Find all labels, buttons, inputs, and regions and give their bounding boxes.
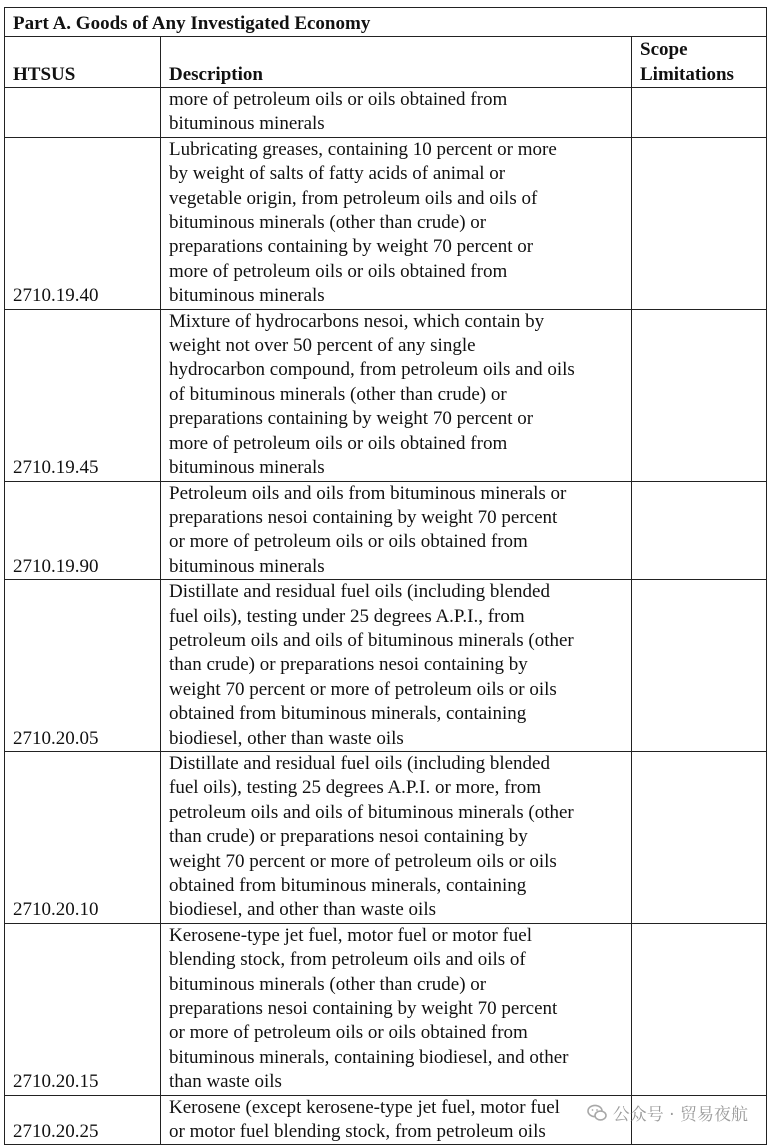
description-line: or motor fuel blending stock, from petroleum oils [169, 1121, 546, 1143]
description-line: preparations nesoi containing by weight 70 percent [169, 998, 558, 1020]
description-line: than crude) or preparations nesoi containing by [169, 654, 528, 676]
description-cell [161, 309, 632, 481]
scope-header-line2: Limitations [640, 63, 734, 85]
description-line: obtained from bituminous minerals, containing [169, 875, 527, 896]
description-cell [161, 137, 632, 309]
table-row [5, 88, 767, 138]
description-line: petroleum oils and oils of bituminous minerals (other [169, 801, 574, 823]
table-row [5, 481, 767, 580]
description-column-header: Description [161, 37, 632, 88]
htsus-code: 2710.20.05 [5, 580, 161, 752]
description-line: preparations nesoi containing by weight 70 percent [169, 506, 558, 528]
description-line: Lubricating greases, containing 10 percent or more [169, 138, 557, 160]
description-cell [161, 88, 632, 138]
hts-table [4, 7, 767, 1145]
description-line: weight 70 percent or more of petroleum oils or oils [169, 678, 557, 700]
description-line: preparations containing by weight 70 percent or [169, 236, 534, 258]
description-line: of bituminous minerals (other than crude) or [169, 383, 507, 405]
description-line: preparations containing by weight 70 percent or [169, 408, 534, 430]
description-line: bituminous minerals (other than crude) or [169, 212, 487, 234]
description-line: bituminous minerals [169, 457, 325, 479]
description-line: blending stock, from petroleum oils and oils of [169, 949, 526, 971]
htsus-code: 2710.20.15 [5, 923, 161, 1095]
description-cell [161, 580, 632, 752]
htsus-code: 2710.19.40 [5, 137, 161, 309]
description-line: more of petroleum oils or oils obtained from [169, 89, 508, 110]
table-row [5, 137, 767, 309]
table-header-row [5, 37, 767, 88]
description-cell [161, 751, 632, 923]
table-body [5, 88, 767, 1145]
htsus-code: 2710.20.10 [5, 751, 161, 923]
table-row [5, 923, 767, 1095]
description-line: Distillate and residual fuel oils (including blended [169, 752, 550, 774]
scope-column-header [632, 37, 767, 88]
scope-limitations-cell [632, 580, 767, 752]
htsus-column-header: HTSUS [5, 37, 161, 88]
htsus-code: 2710.19.90 [5, 481, 161, 580]
description-line: bituminous minerals, containing biodiesel, and other [169, 1046, 569, 1068]
table-row [5, 309, 767, 481]
scope-limitations-cell [632, 481, 767, 580]
description-line: Kerosene-type jet fuel, motor fuel or motor fuel [169, 924, 532, 946]
description-cell [161, 481, 632, 580]
description-line: weight 70 percent or more of petroleum oils or oils [169, 850, 557, 872]
htsus-code: 2710.19.45 [5, 309, 161, 481]
scope-limitations-cell [632, 923, 767, 1095]
scope-header-line1: Scope [640, 39, 688, 61]
description-line: more of petroleum oils or oils obtained from [169, 260, 508, 282]
description-line: vegetable origin, from petroleum oils and oils of [169, 187, 538, 209]
description-line: biodiesel, other than waste oils [169, 727, 404, 749]
description-cell [161, 923, 632, 1095]
description-line: bituminous minerals [169, 113, 325, 135]
table-title-row [5, 8, 767, 37]
description-line: Kerosene (except kerosene-type jet fuel, motor fuel [169, 1096, 560, 1118]
description-line: hydrocarbon compound, from petroleum oils and oils [169, 359, 575, 381]
scope-limitations-cell [632, 309, 767, 481]
description-line: petroleum oils and oils of bituminous minerals (other [169, 629, 574, 651]
description-line: than waste oils [169, 1071, 282, 1093]
description-line: or more of petroleum oils or oils obtained from [169, 1022, 528, 1044]
description-line: bituminous minerals (other than crude) or [169, 973, 487, 995]
table-title: Part A. Goods of Any Investigated Economy [5, 8, 767, 37]
description-line: fuel oils), testing under 25 degrees A.P.I., from [169, 605, 525, 627]
description-line: Distillate and residual fuel oils (including blended [169, 581, 550, 603]
htsus-code [5, 88, 161, 138]
scope-limitations-cell [632, 751, 767, 923]
wechat-icon [587, 1104, 607, 1122]
watermark [587, 1100, 748, 1125]
description-line: or more of petroleum oils or oils obtained from [169, 531, 528, 553]
description-line: Petroleum oils and oils from bituminous minerals or [169, 482, 567, 504]
htsus-code: 2710.20.25 [5, 1095, 161, 1145]
description-line: bituminous minerals [169, 555, 325, 577]
description-line: obtained from bituminous minerals, containing [169, 703, 527, 725]
watermark-text: 公众号 · 贸易夜航 [612, 1105, 748, 1125]
table-row [5, 580, 767, 752]
description-line: fuel oils), testing 25 degrees A.P.I. or more, from [169, 777, 542, 799]
description-line: than crude) or preparations nesoi containing by [169, 826, 528, 848]
scope-limitations-cell [632, 88, 767, 138]
description-line: bituminous minerals [169, 285, 325, 307]
description-line: weight not over 50 percent of any single [169, 335, 476, 357]
description-line: more of petroleum oils or oils obtained from [169, 432, 508, 454]
description-line: Mixture of hydrocarbons nesoi, which contain by [169, 310, 545, 332]
scope-limitations-cell [632, 137, 767, 309]
description-line: biodiesel, and other than waste oils [169, 899, 436, 921]
table-row [5, 751, 767, 923]
description-cell [161, 1095, 632, 1145]
description-line: by weight of salts of fatty acids of animal or [169, 163, 506, 185]
